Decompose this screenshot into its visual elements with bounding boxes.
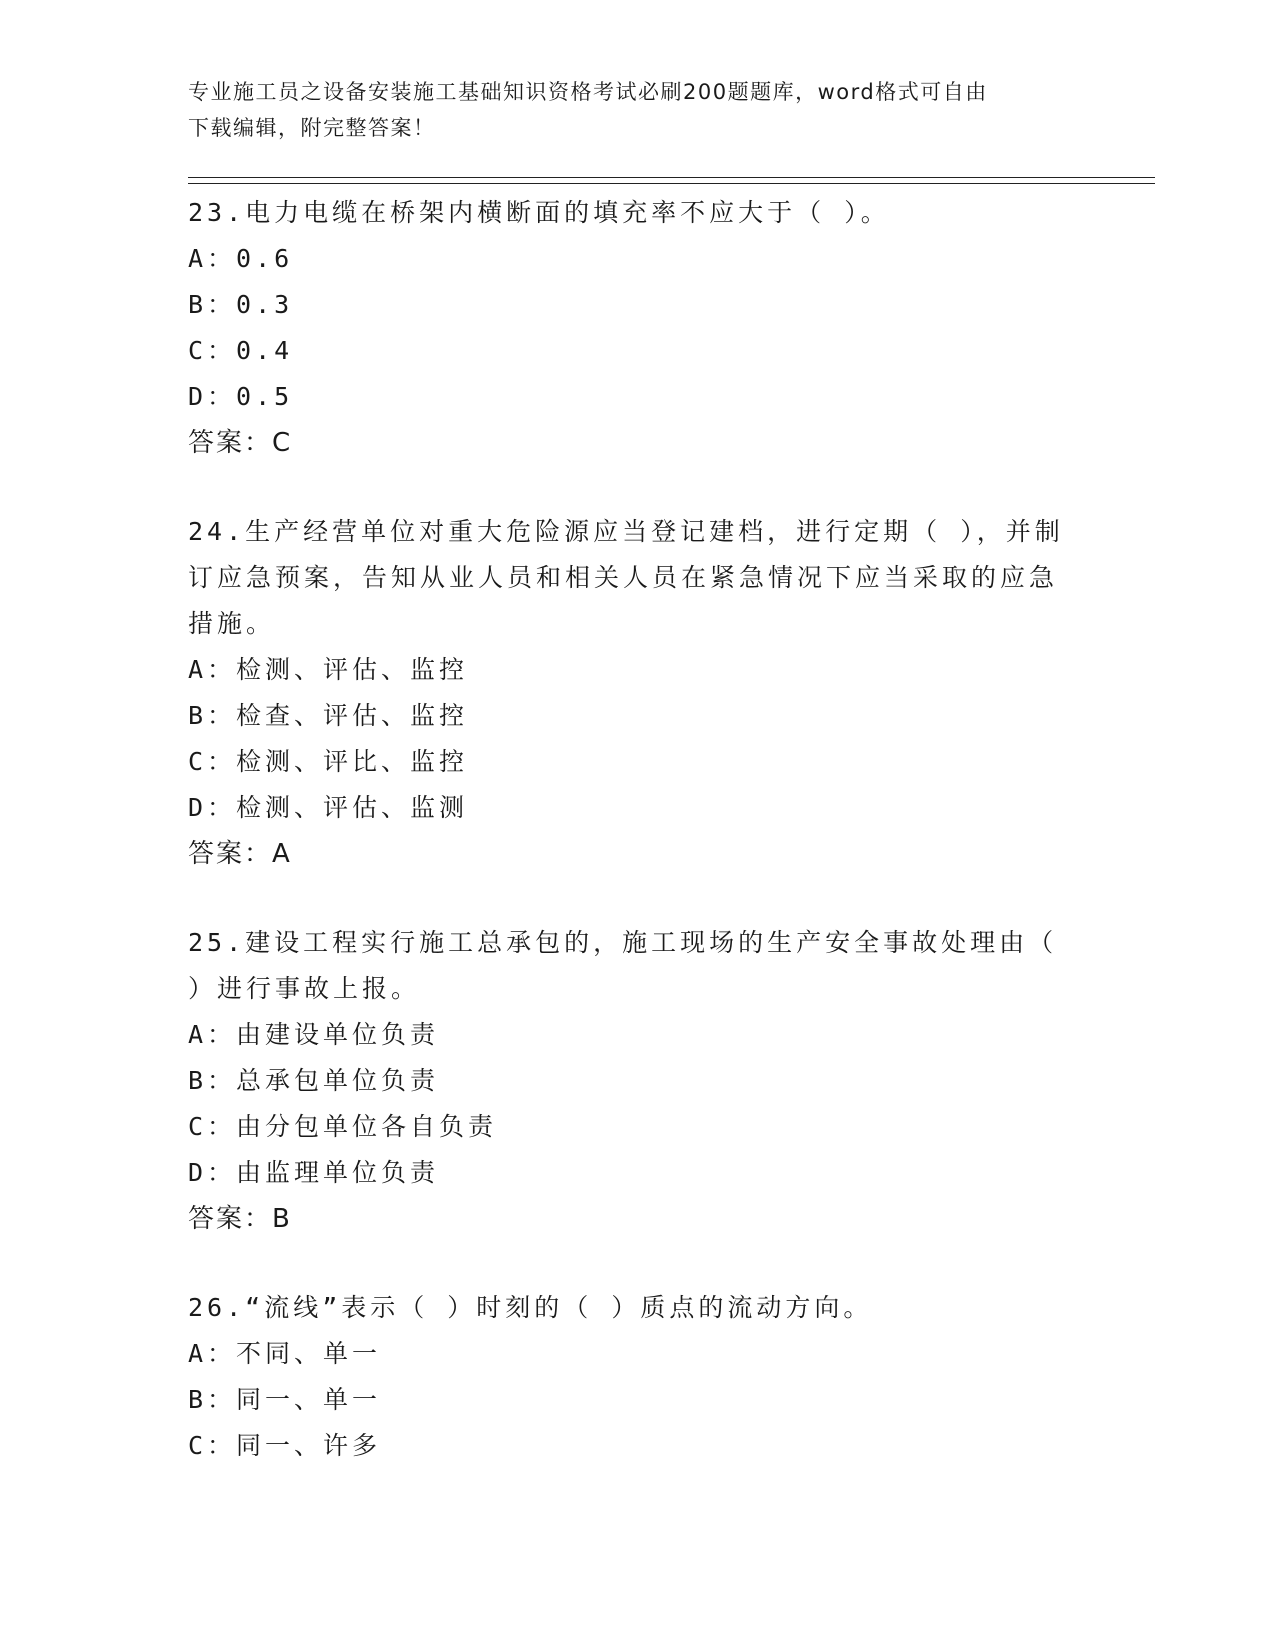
option-a: A：0.6 [188, 244, 294, 273]
option-b: B：同一、单一 [188, 1385, 382, 1414]
question-24 [188, 509, 1068, 877]
option-b: B：总承包单位负责 [188, 1066, 440, 1095]
question-stem-line-1: 25.建设工程实行施工总承包的，施工现场的生产安全事故处理由（ [188, 928, 1058, 957]
option-d: D：检测、评估、监测 [188, 793, 469, 822]
question-26 [188, 1285, 1068, 1469]
question-25 [188, 920, 1068, 1242]
option-d: D：0.5 [188, 382, 294, 411]
question-stem-line-3: 措施。 [188, 609, 276, 638]
question-stem-line-1: 24.生产经营单位对重大危险源应当登记建档，进行定期（ ），并制 [188, 517, 1064, 546]
option-a: A：由建设单位负责 [188, 1020, 440, 1049]
option-a: A：不同、单一 [188, 1339, 382, 1368]
question-list [188, 190, 1068, 1469]
question-stem-line-2: 订应急预案，告知从业人员和相关人员在紧急情况下应当采取的应急 [188, 563, 1059, 592]
header-divider-bottom [188, 183, 1155, 184]
header-line-1: 专业施工员之设备安装施工基础知识资格考试必刷200题题库，word格式可自由 [188, 80, 988, 104]
answer-label: 答案：B [188, 1204, 292, 1234]
option-c: C：0.4 [188, 336, 294, 365]
question-23 [188, 190, 1068, 466]
option-b: B：0.3 [188, 290, 294, 319]
question-stem-line-2: ）进行事故上报。 [188, 974, 421, 1003]
question-stem: 23.电力电缆在桥架内横断面的填充率不应大于（ ）。 [188, 198, 890, 227]
answer-label: 答案：C [188, 428, 293, 458]
header-divider-top [188, 177, 1155, 178]
header-line-2: 下载编辑，附完整答案！ [188, 116, 436, 140]
option-c: C：由分包单位各自负责 [188, 1112, 498, 1141]
option-b: B：检查、评估、监控 [188, 701, 469, 730]
option-a: A：检测、评估、监控 [188, 655, 469, 684]
option-c: C：检测、评比、监控 [188, 747, 469, 776]
question-stem: 26.“流线”表示（ ）时刻的（ ）质点的流动方向。 [188, 1293, 873, 1322]
option-d: D：由监理单位负责 [188, 1158, 440, 1187]
document-header [188, 74, 1068, 146]
option-c: C：同一、许多 [188, 1431, 382, 1460]
answer-label: 答案：A [188, 839, 292, 869]
